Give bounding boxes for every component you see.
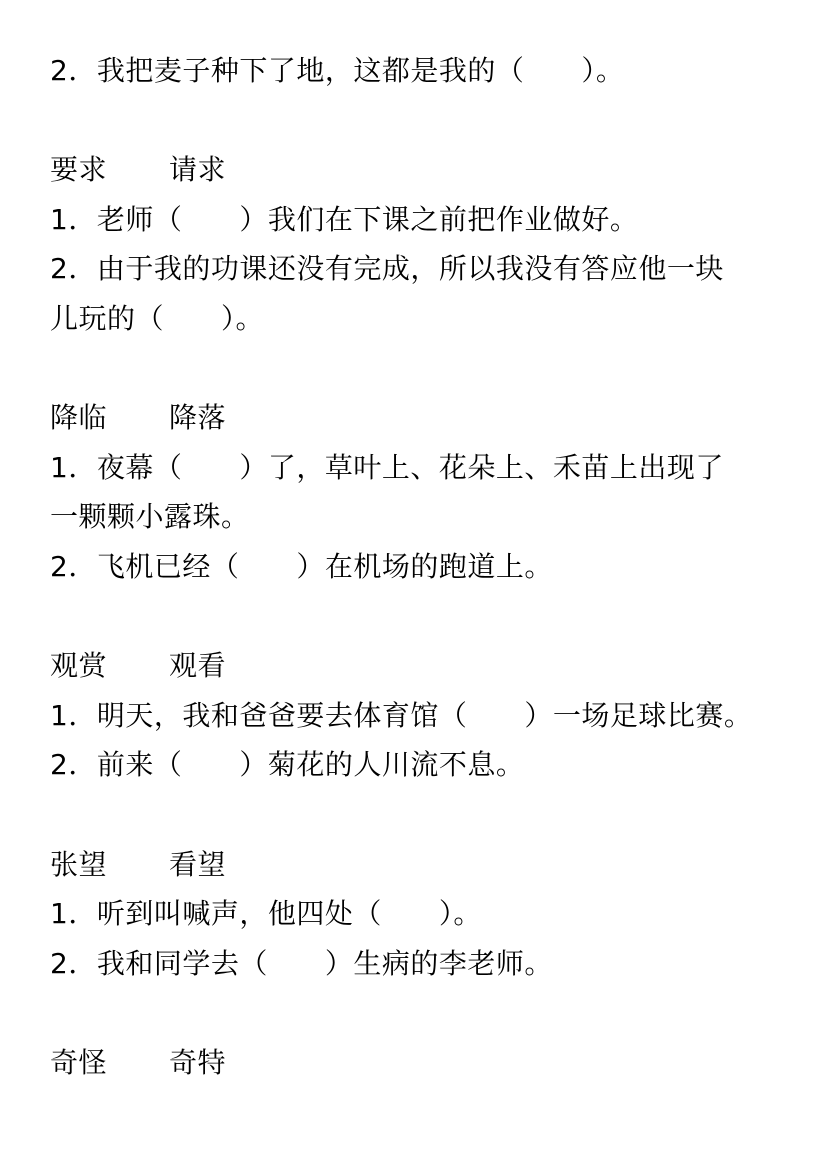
question-line: 2．由于我的功课还没有完成，所以我没有答应他一块 xyxy=(50,252,724,286)
section-gap xyxy=(50,96,790,146)
word-option: 请求 xyxy=(169,153,227,187)
word-option: 看望 xyxy=(169,847,227,881)
word-option: 要求 xyxy=(50,153,108,187)
word-option: 观赏 xyxy=(50,649,108,683)
question-line: 儿玩的（ ）。 xyxy=(50,301,265,335)
word-option: 奇怪 xyxy=(50,1045,108,1079)
word-option: 张望 xyxy=(50,847,108,881)
worksheet-page xyxy=(50,46,790,1087)
question-line: 1．夜幕（ ）了，草叶上、花朵上、禾苗上出现了 xyxy=(50,450,724,484)
word-pair xyxy=(50,393,790,443)
word-option: 观看 xyxy=(169,649,227,683)
word-option: 降落 xyxy=(169,401,227,435)
question-line: 2．我和同学去（ ）生病的李老师。 xyxy=(50,946,553,980)
section-gap xyxy=(50,344,790,394)
question-line: 1．老师（ ）我们在下课之前把作业做好。 xyxy=(50,202,639,236)
word-group xyxy=(50,393,790,591)
section-gap xyxy=(50,592,790,642)
section-gap xyxy=(50,790,790,840)
question-line: 2．飞机已经（ ）在机场的跑道上。 xyxy=(50,549,553,583)
word-group xyxy=(50,840,790,989)
word-group xyxy=(50,641,790,790)
section-gap xyxy=(50,988,790,1038)
word-pair xyxy=(50,641,790,691)
question-line: 1．明天，我和爸爸要去体育馆（ ）一场足球比赛。 xyxy=(50,698,753,732)
word-option: 奇特 xyxy=(169,1045,227,1079)
question-line: 一颗颗小露珠。 xyxy=(50,500,250,534)
word-pair xyxy=(50,1038,790,1088)
word-group xyxy=(50,145,790,343)
question-line: 2．我把麦子种下了地，这都是我的（ ）。 xyxy=(50,54,625,87)
word-option: 降临 xyxy=(50,401,108,435)
question-line: 2．前来（ ）菊花的人川流不息。 xyxy=(50,748,525,782)
word-pair xyxy=(50,145,790,195)
word-group xyxy=(50,1038,790,1088)
word-pair xyxy=(50,840,790,890)
question-line: 1．听到叫喊声，他四处（ ）。 xyxy=(50,897,482,931)
